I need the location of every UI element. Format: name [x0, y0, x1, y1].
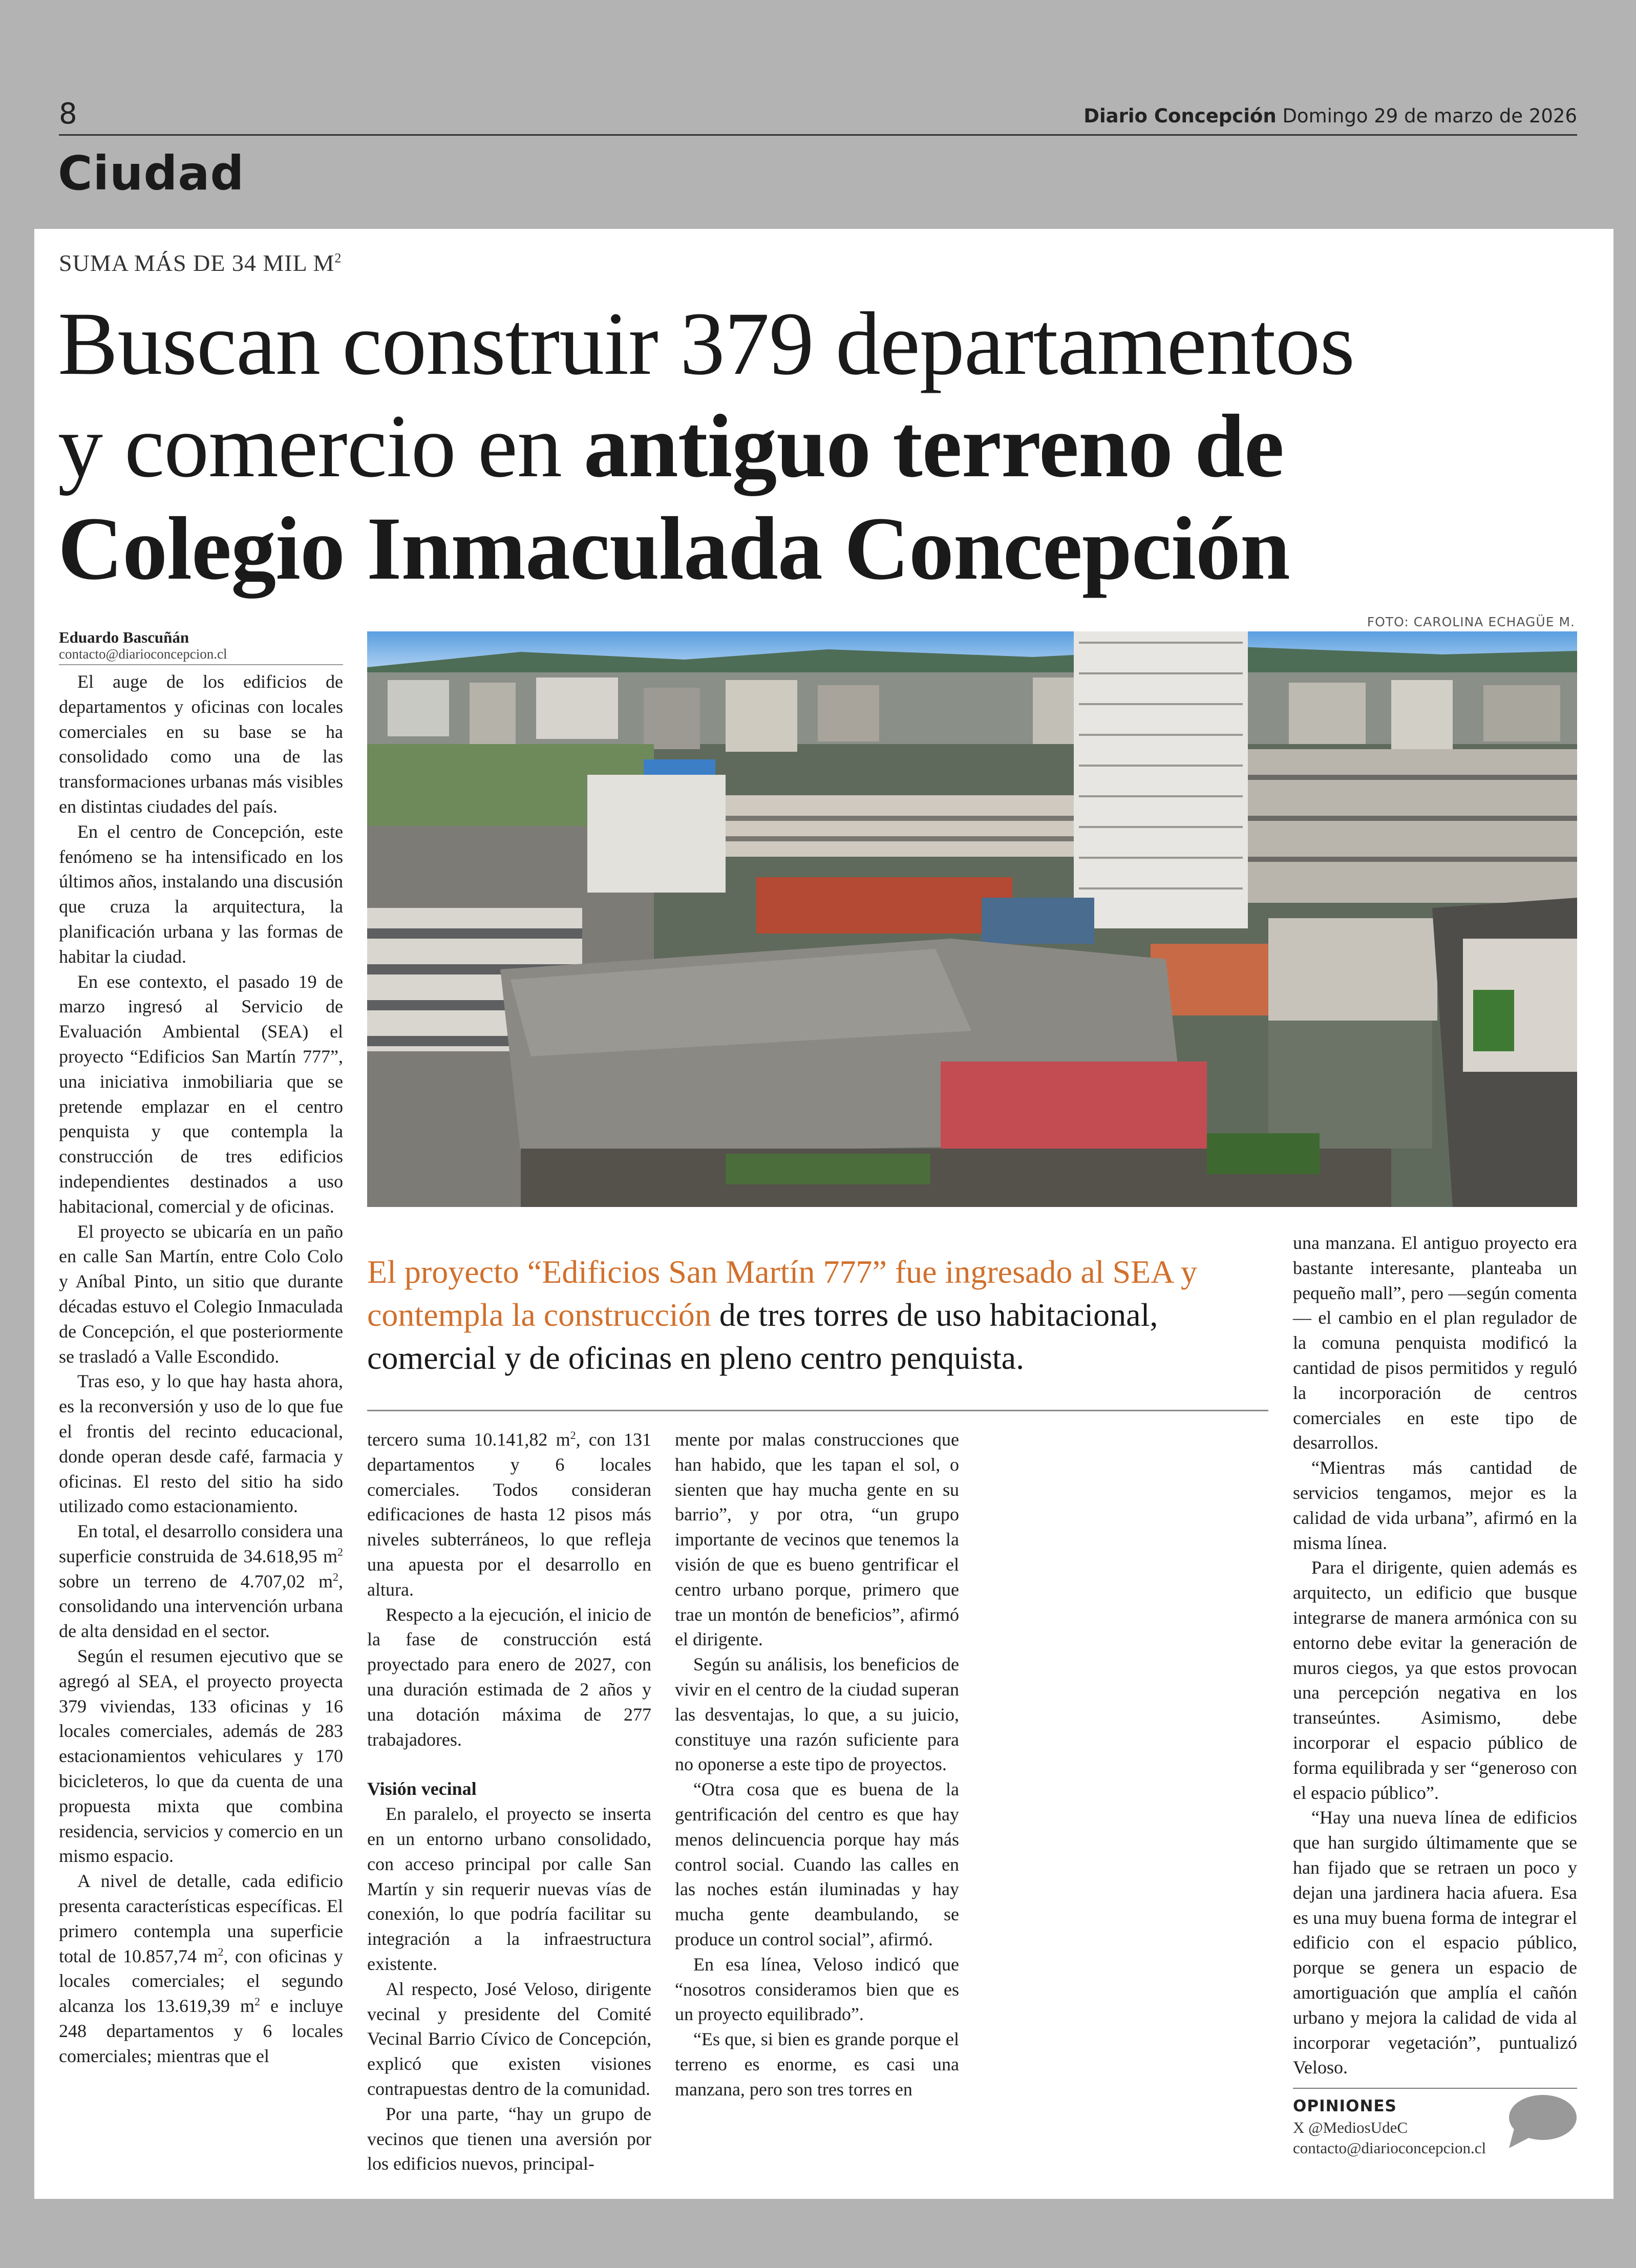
paragraph: “Hay una nueva línea de edificios que han surgido últimamente que se han fijado que se retraen un poco y dejan una jardinera hacia afuera. Esa es una muy buena forma de integrar el edificio con el espacio público, porque se genera un espacio de amortiguación que amplía el cañón urbano y mejora la calidad de vida al incorporar vegetación”, puntualizó Veloso.	[1293, 1807, 1577, 2078]
paragraph: “Otra cosa que es buena de la gentrificación del centro es que hay menos delincuencia porque hay más control social. Cuando las calles en las noches están iluminadas y hay mucha gente deambulando, se produce un control social”, afirmó.	[675, 1779, 959, 1949]
paragraph: En ese contexto, el pasado 19 de marzo ingresó al Servicio de Evaluación Ambiental (SEA) el proyecto “Edificios San Martín 777”, una iniciativa inmobiliaria que se pretende emplazar en el centro penquista y que contempla la construcción de tres edificios independientes destinados a uso habitacional, comercial y de oficinas.	[59, 971, 343, 1217]
kicker	[59, 249, 342, 277]
text-run: , consolidando una intervención urbana de alta densidad en el sector.	[59, 1571, 343, 1642]
headline	[58, 293, 1584, 600]
paragraph	[367, 1427, 651, 1602]
paragraph	[59, 1869, 343, 2068]
paragraph: Según su análisis, los beneficios de vivir en el centro de la ciudad superan las desventajas, lo que, a su juicio, constituye una razón suficiente para no oponerse a este tipo de proyectos.	[675, 1654, 959, 1775]
opiniones-social[interactable]: X @MediosUdeC	[1293, 2118, 1408, 2136]
section-title: Ciudad	[58, 146, 245, 201]
paragraph: En paralelo, el proyecto se inserta en un entorno urbano consolidado, con acceso principal por calle San Martín y sin requerir nuevas vías de conexión, lo que podría facilitar su integración a la infraestructura existente.	[367, 1804, 651, 1974]
headline-line-1: Buscan construir 379 departamentos	[58, 294, 1355, 394]
article-sheet	[34, 229, 1613, 2199]
superscript: 2	[254, 1995, 260, 2008]
text-run: , con oficinas y locales comerciales; el segundo alcanza los 13.619,39 m	[59, 1945, 343, 2017]
superscript: 2	[333, 1570, 338, 1583]
byline-email: contacto@diarioconcepcion.cl	[59, 646, 227, 662]
paragraph	[59, 1519, 343, 1644]
body-column-3	[675, 1427, 959, 2102]
paragraph: Tras eso, y lo que hay hasta ahora, es la reconversión y uso de lo que fue el frontis del recinto educacional, donde operan desde café, farmacia y oficinas. El resto del sitio ha sido utilizado como estacionamiento.	[59, 1371, 343, 1517]
paragraph: Respecto a la ejecución, el inicio de la fase de construcción está proyectado para enero de 2027, con una duración estimada de 2 años y una dotación máxima de 277 trabajadores.	[367, 1604, 651, 1750]
article-photo	[367, 631, 1577, 1207]
paragraph: mente por malas construcciones que han habido, que les tapan el sol, o sienten que hay mucha gente en su barrio”, y por otra, “un grupo importante de vecinos que tenemos la visión de que es bueno gentrificar el centro urbano porque, primero que trae un montón de beneficios”, afirmó el dirigente.	[675, 1429, 959, 1650]
subheading: Visión vecinal	[367, 1778, 477, 1799]
issue-date: Domingo 29 de marzo de 2026	[1282, 105, 1577, 127]
text-run: sobre un terreno de 4.707,02 m	[59, 1571, 333, 1592]
paragraph: En esa línea, Veloso indicó que “nosotros consideramos bien que es un proyecto equilibrado”.	[675, 1954, 959, 2025]
paragraph: En el centro de Concepción, este fenómeno se ha intensificado en los últimos años, instalando una discusión que cruza la arquitectura, la planificación urbana y las formas de habitar la ciudad.	[59, 821, 343, 967]
masthead	[1083, 105, 1577, 127]
text-run: tercero suma 10.141,82 m	[367, 1429, 570, 1450]
headline-bold-1: antiguo terreno de	[583, 396, 1284, 496]
newspaper-name: Diario Concepción	[1083, 105, 1277, 127]
page-number: 8	[59, 97, 77, 131]
paragraph: “Es que, si bien es grande porque el terreno es enorme, es casi una manzana, pero son tres torres en	[675, 2029, 959, 2100]
text-run: A nivel de detalle, cada edificio presenta características específicas. El primero contempla una superficie total de 10.857,74 m	[59, 1871, 343, 1966]
body-column-1	[59, 669, 343, 2069]
paragraph: Para el dirigente, quien además es arquitecto, un edificio que busque integrarse de manera armónica con su entorno debe evitar la generación de muros ciegos, ya que estos provocan una percepción negativa en los transeúntes. Asimismo, debe incorporar el espacio público de forma equilibrada y ser “generoso con el espacio público”.	[1293, 1557, 1577, 1803]
top-rule	[59, 134, 1577, 136]
paragraph: Según el resumen ejecutivo que se agregó al SEA, el proyecto proyecta 379 viviendas, 133 oficinas y 16 locales comerciales, además de 283 estacionamientos vehiculares y 170 bicicleteros, lo que da cuenta de una propuesta mixta que combina residencia, servicios y comercio en un mismo espacio.	[59, 1646, 343, 1867]
pull-quote-text: de tres torres de uso habitacional, comercial y de oficinas en pleno centro penquista.	[367, 1297, 1158, 1376]
city-photo-illustration	[367, 631, 1577, 1207]
text-run: En total, el desarrollo considera una superficie construida de 34.618,95 m	[59, 1521, 343, 1566]
byline-rule	[59, 664, 343, 665]
paragraph: Por una parte, “hay un grupo de vecinos que tienen una aversión por los edificios nuevos, principal-	[367, 2103, 651, 2174]
text-run: e incluye 248 departamentos y 6 locales comerciales; mientras que el	[59, 1996, 343, 2066]
kicker-text: SUMA MÁS DE 34 MIL M	[59, 250, 335, 276]
opiniones-title: OPINIONES	[1293, 2097, 1397, 2115]
superscript: 2	[570, 1429, 576, 1442]
photo-credit: FOTO: CAROLINA ECHAGÜE M.	[1367, 614, 1575, 629]
pull-quote-highlight: El proyecto “Edificios San Martín 777” fue ingresado al SEA y contempla la construcción	[367, 1254, 1197, 1333]
paragraph: Al respecto, José Veloso, dirigente vecinal y presidente del Comité Vecinal Barrio Cívico de Concepción, explicó que existen visiones contrapuestas dentro de la comunidad.	[367, 1978, 651, 2099]
body-column-2	[367, 1427, 651, 2176]
paragraph: El proyecto se ubicaría en un paño en calle San Martín, entre Colo Colo y Aníbal Pinto, un sitio que durante décadas estuvo el Colegio Inmaculada de Concepción, el que posteriormente se trasladó a Valle Escondido.	[59, 1221, 343, 1367]
superscript: 2	[218, 1945, 224, 1958]
pull-quote-rule	[367, 1410, 1268, 1411]
paragraph: una manzana. El antiguo proyecto era bastante interesante, planteaba un pequeño mall”, pero —según comenta— el cambio en el plan regulador de la comuna penquista modificó la cantidad de pisos permitidos y reguló la incorporación de centros comerciales en este tipo de desarrollos.	[1293, 1233, 1577, 1453]
pull-quote	[367, 1250, 1268, 1380]
body-column-4	[1293, 1231, 1577, 2080]
byline-name: Eduardo Bascuñán	[59, 628, 189, 646]
superscript: 2	[337, 1545, 343, 1558]
headline-line-2: y comercio en	[58, 396, 584, 496]
speech-bubble-icon	[1504, 2093, 1578, 2152]
kicker-superscript: 2	[334, 250, 342, 266]
paragraph: El auge de los edificios de departamentos y oficinas con locales comerciales en su base se ha consolidado como una de las transformaciones urbanas más visibles en distintas ciudades del país.	[59, 671, 343, 817]
opiniones-rule	[1293, 2088, 1577, 2089]
opiniones-email[interactable]: contacto@diarioconcepcion.cl	[1293, 2139, 1486, 2157]
headline-bold-2: Colegio Inmaculada Concepción	[58, 499, 1290, 599]
text-run: , con 131 departamentos y 6 locales comerciales. Todos consideran edificaciones de hasta 12 pisos más niveles subterráneos, lo que refleja una apuesta por el desarrollo en altura.	[367, 1429, 652, 1600]
paragraph: “Mientras más cantidad de servicios tengamos, mejor es la calidad de vida urbana”, afirmó en la misma línea.	[1293, 1457, 1577, 1553]
